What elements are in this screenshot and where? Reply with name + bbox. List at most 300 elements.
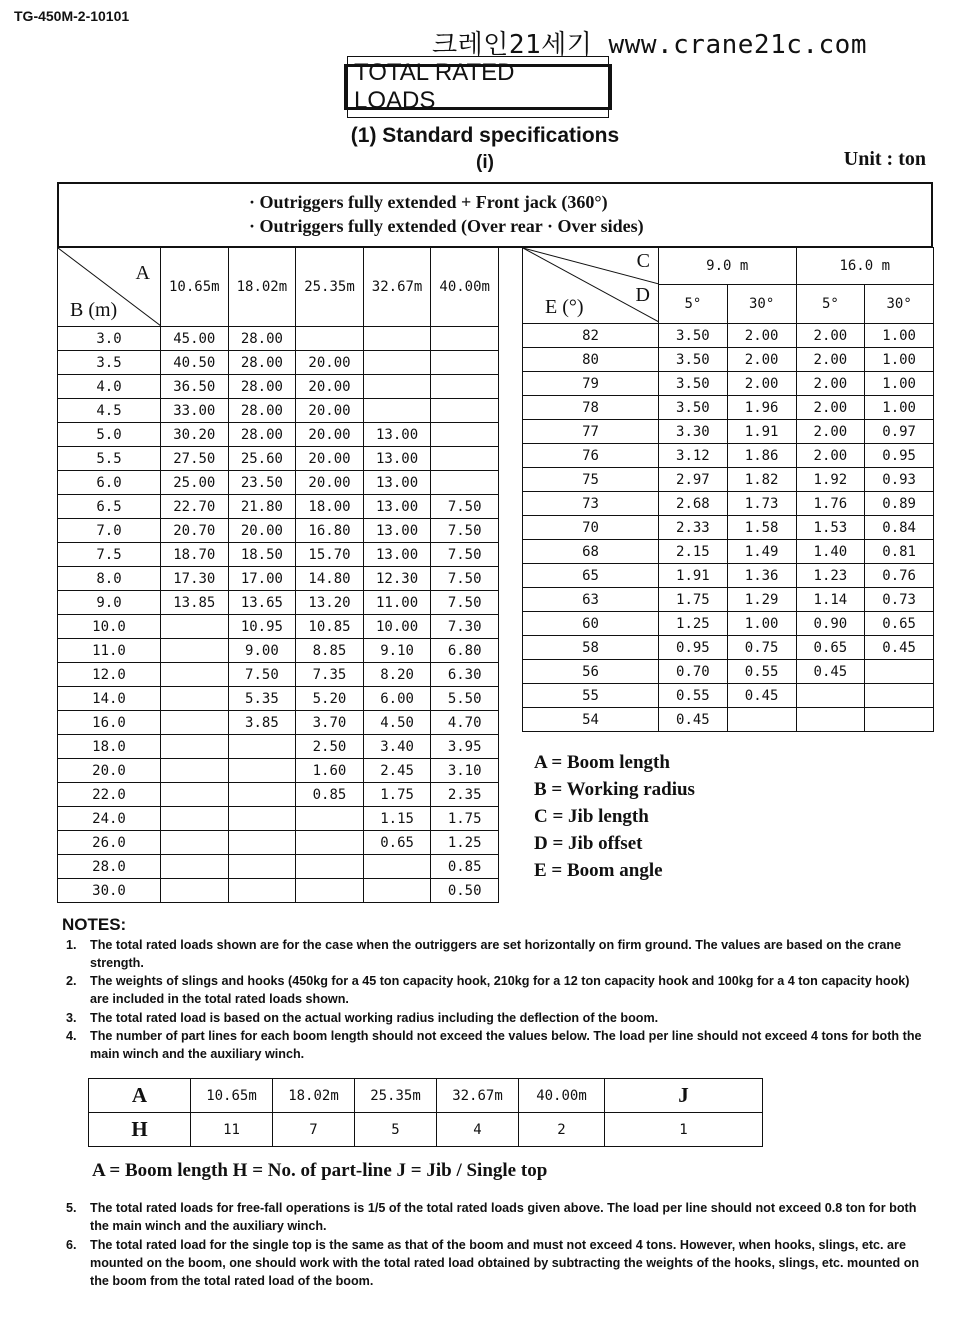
- row-key-cell: 80: [523, 348, 659, 372]
- row-key-cell: 20.0: [58, 759, 161, 783]
- jib-table-row: [523, 324, 934, 348]
- load-cell: 2.15: [659, 540, 728, 564]
- row-key-cell: 70: [523, 516, 659, 540]
- load-cell: 2.50: [296, 735, 364, 759]
- row-key-cell: 9.0: [58, 591, 161, 615]
- load-cell: 0.85: [296, 783, 364, 807]
- load-cell: 5.20: [296, 687, 364, 711]
- load-cell: 20.00: [296, 471, 364, 495]
- row-key-cell: 11.0: [58, 639, 161, 663]
- corner-e-label: E (°): [545, 296, 584, 318]
- load-cell: 1.53: [796, 516, 865, 540]
- part-line-cell: 5: [355, 1113, 437, 1147]
- offset-header: 5°: [659, 285, 728, 324]
- load-cell: 20.00: [296, 447, 364, 471]
- boom-table-row: [58, 543, 499, 567]
- load-cell: [161, 783, 229, 807]
- load-cell: 6.00: [363, 687, 431, 711]
- load-cell: 2.00: [796, 324, 865, 348]
- load-cell: 18.50: [228, 543, 296, 567]
- jib-table-row: [523, 420, 934, 444]
- load-cell: [865, 684, 934, 708]
- row-key-cell: 63: [523, 588, 659, 612]
- load-cell: 1.25: [659, 612, 728, 636]
- load-cell: 1.91: [659, 564, 728, 588]
- load-cell: 0.55: [727, 660, 796, 684]
- load-cell: 11.00: [363, 591, 431, 615]
- row-label-h: H: [89, 1113, 191, 1147]
- load-cell: [228, 831, 296, 855]
- load-cell: 1.75: [363, 783, 431, 807]
- load-cell: [727, 708, 796, 732]
- row-key-cell: 8.0: [58, 567, 161, 591]
- load-cell: 8.20: [363, 663, 431, 687]
- load-cell: 17.00: [228, 567, 296, 591]
- jib-table-row: [523, 588, 934, 612]
- load-cell: 0.50: [431, 879, 499, 903]
- load-cell: 1.25: [431, 831, 499, 855]
- col-header: 32.67m: [363, 248, 431, 327]
- parts-legend: A = Boom length H = No. of part-line J = Jib / Single top: [92, 1160, 548, 1181]
- note-1: [66, 936, 926, 972]
- load-cell: 13.20: [296, 591, 364, 615]
- note-number: 3.: [66, 1011, 77, 1025]
- load-cell: 2.35: [431, 783, 499, 807]
- load-cell: 3.50: [659, 372, 728, 396]
- load-cell: 0.90: [796, 612, 865, 636]
- note-number: 2.: [66, 974, 77, 988]
- load-cell: 20.00: [296, 423, 364, 447]
- load-cell: 2.00: [796, 372, 865, 396]
- load-cell: [161, 855, 229, 879]
- boom-table-corner: [58, 248, 161, 327]
- part-line-cell: 7: [273, 1113, 355, 1147]
- load-cell: 7.50: [431, 519, 499, 543]
- jib-length-header: 9.0 m: [659, 248, 797, 285]
- boom-table-row: [58, 783, 499, 807]
- note-number: 5.: [66, 1201, 77, 1215]
- note-text: The total rated loads shown are for the case when the outriggers are set horizontally on firm ground. The values are based on the crane strength.: [90, 938, 902, 970]
- load-cell: 28.00: [228, 327, 296, 351]
- load-cell: [296, 879, 364, 903]
- load-cell: [865, 660, 934, 684]
- load-cell: 16.80: [296, 519, 364, 543]
- load-cell: 10.00: [363, 615, 431, 639]
- load-cell: 0.65: [363, 831, 431, 855]
- load-cell: [363, 327, 431, 351]
- boom-table-row: [58, 879, 499, 903]
- load-cell: 7.35: [296, 663, 364, 687]
- jib-table-row: [523, 468, 934, 492]
- load-cell: 2.33: [659, 516, 728, 540]
- load-cell: 36.50: [161, 375, 229, 399]
- legend-d: D = Jib offset: [534, 833, 643, 854]
- jib-table-row: [523, 396, 934, 420]
- load-cell: 0.84: [865, 516, 934, 540]
- row-key-cell: 65: [523, 564, 659, 588]
- boom-table-row: [58, 447, 499, 471]
- boom-length-cell: 25.35m: [355, 1079, 437, 1113]
- row-key-cell: 68: [523, 540, 659, 564]
- load-cell: 8.85: [296, 639, 364, 663]
- boom-table-row: [58, 663, 499, 687]
- load-cell: [431, 351, 499, 375]
- load-cell: 2.97: [659, 468, 728, 492]
- load-cell: [431, 399, 499, 423]
- boom-length-cell: 40.00m: [519, 1079, 605, 1113]
- row-key-cell: 3.5: [58, 351, 161, 375]
- jib-table-row: [523, 372, 934, 396]
- load-cell: 0.45: [865, 636, 934, 660]
- load-cell: 0.45: [796, 660, 865, 684]
- load-cell: 0.95: [865, 444, 934, 468]
- load-cell: [796, 684, 865, 708]
- load-cell: 1.00: [727, 612, 796, 636]
- load-cell: [161, 711, 229, 735]
- row-key-cell: 6.0: [58, 471, 161, 495]
- load-cell: 0.65: [796, 636, 865, 660]
- load-cell: [228, 855, 296, 879]
- boom-table-row: [58, 735, 499, 759]
- load-cell: 25.00: [161, 471, 229, 495]
- boom-table-row: [58, 375, 499, 399]
- load-cell: 33.00: [161, 399, 229, 423]
- row-key-cell: 73: [523, 492, 659, 516]
- legend-c: C = Jib length: [534, 806, 649, 827]
- load-cell: 0.45: [659, 708, 728, 732]
- row-key-cell: 58: [523, 636, 659, 660]
- row-key-cell: 79: [523, 372, 659, 396]
- note-text: The total rated load for the single top is the same as that of the boom and must not exceed 4 tons. However, when hooks, slings, etc. are mounted on the boom, one should work with the total rated load obtained by subtracting the weights of the hooks, slings, etc. mounted on the boom from the total rated load of the boom.: [90, 1238, 920, 1288]
- note-number: 4.: [66, 1029, 77, 1043]
- load-cell: 0.65: [865, 612, 934, 636]
- load-cell: 1.00: [865, 348, 934, 372]
- load-cell: 45.00: [161, 327, 229, 351]
- load-cell: [161, 615, 229, 639]
- load-cell: 28.00: [228, 351, 296, 375]
- col-header: 40.00m: [431, 248, 499, 327]
- load-cell: 3.70: [296, 711, 364, 735]
- row-key-cell: 4.5: [58, 399, 161, 423]
- load-cell: 1.00: [865, 372, 934, 396]
- col-header: 10.65m: [161, 248, 229, 327]
- load-cell: [431, 375, 499, 399]
- load-cell: [228, 759, 296, 783]
- load-cell: 1.91: [727, 420, 796, 444]
- jib-table-row: [523, 564, 934, 588]
- boom-table-row: [58, 591, 499, 615]
- note-3: [66, 1009, 926, 1027]
- load-cell: 2.00: [796, 348, 865, 372]
- jib-table-corner: [523, 248, 659, 324]
- conditions-box: [57, 182, 933, 248]
- part-line-cell: 2: [519, 1113, 605, 1147]
- row-key-cell: 82: [523, 324, 659, 348]
- load-cell: [363, 879, 431, 903]
- note-number: 1.: [66, 938, 77, 952]
- boom-table-row: [58, 831, 499, 855]
- load-cell: 21.80: [228, 495, 296, 519]
- corner-c-label: C: [636, 250, 650, 272]
- load-cell: 2.00: [796, 420, 865, 444]
- load-cell: 13.00: [363, 495, 431, 519]
- load-cell: 7.50: [431, 495, 499, 519]
- load-cell: [228, 879, 296, 903]
- load-cell: 0.85: [431, 855, 499, 879]
- load-cell: 20.00: [228, 519, 296, 543]
- row-key-cell: 4.0: [58, 375, 161, 399]
- jib-table-row: [523, 708, 934, 732]
- offset-header: 30°: [865, 285, 934, 324]
- load-cell: 1.14: [796, 588, 865, 612]
- note-text: The total rated loads for free-fall operations is 1/5 of the total rated loads given above. The load per line should not exceed 0.8 ton for both the main winch and the auxiliary winch.: [90, 1201, 917, 1233]
- load-cell: 14.80: [296, 567, 364, 591]
- condition-2: · Outriggers fully extended (Over rear · Over sides): [249, 216, 644, 236]
- subsection-label: (i): [476, 152, 494, 173]
- row-key-cell: 22.0: [58, 783, 161, 807]
- load-cell: 20.00: [296, 399, 364, 423]
- load-cell: 13.65: [228, 591, 296, 615]
- load-cell: 40.50: [161, 351, 229, 375]
- note-number: 6.: [66, 1238, 77, 1252]
- load-cell: 1.15: [363, 807, 431, 831]
- load-cell: [161, 735, 229, 759]
- load-cell: 28.00: [228, 375, 296, 399]
- load-cell: 1.36: [727, 564, 796, 588]
- row-key-cell: 26.0: [58, 831, 161, 855]
- load-cell: 10.85: [296, 615, 364, 639]
- load-cell: 0.93: [865, 468, 934, 492]
- load-cell: 3.10: [431, 759, 499, 783]
- legend-b: B = Working radius: [534, 779, 695, 800]
- load-cell: 30.20: [161, 423, 229, 447]
- offset-header: 5°: [796, 285, 865, 324]
- load-cell: 22.70: [161, 495, 229, 519]
- jib-table-row: [523, 684, 934, 708]
- boom-table-row: [58, 471, 499, 495]
- load-cell: [161, 687, 229, 711]
- row-key-cell: 76: [523, 444, 659, 468]
- load-cell: 20.00: [296, 351, 364, 375]
- load-cell: [363, 375, 431, 399]
- row-key-cell: 3.0: [58, 327, 161, 351]
- row-key-cell: 6.5: [58, 495, 161, 519]
- load-cell: [363, 351, 431, 375]
- notes-heading: NOTES:: [62, 915, 127, 934]
- note-text: The weights of slings and hooks (450kg for a 45 ton capacity hook, 210kg for a 12 ton capacity hook and 100kg for a 4 ton capacity hook) are included in the total rated loads shown.: [90, 974, 910, 1006]
- document-id: TG-450M-2-10101: [14, 8, 130, 24]
- load-cell: [296, 807, 364, 831]
- corner-d-label: D: [635, 284, 650, 306]
- load-cell: 0.76: [865, 564, 934, 588]
- load-cell: 9.10: [363, 639, 431, 663]
- load-cell: 2.00: [727, 324, 796, 348]
- load-cell: 7.50: [431, 543, 499, 567]
- part-line-cell: 4: [437, 1113, 519, 1147]
- load-cell: 0.73: [865, 588, 934, 612]
- row-key-cell: 77: [523, 420, 659, 444]
- load-cell: 2.68: [659, 492, 728, 516]
- load-cell: 28.00: [228, 423, 296, 447]
- row-key-cell: 12.0: [58, 663, 161, 687]
- load-cell: 0.75: [727, 636, 796, 660]
- row-key-cell: 56: [523, 660, 659, 684]
- load-cell: 1.00: [865, 324, 934, 348]
- row-key-cell: 30.0: [58, 879, 161, 903]
- boom-table-row: [58, 519, 499, 543]
- load-cell: [865, 708, 934, 732]
- jib-table-row: [523, 492, 934, 516]
- load-cell: 1.73: [727, 492, 796, 516]
- load-cell: 3.95: [431, 735, 499, 759]
- load-cell: 7.50: [228, 663, 296, 687]
- boom-table-row: [58, 759, 499, 783]
- load-cell: 3.50: [659, 396, 728, 420]
- load-cell: 1.23: [796, 564, 865, 588]
- load-cell: 7.50: [431, 567, 499, 591]
- load-cell: [431, 327, 499, 351]
- part-line-cell: 1: [605, 1113, 763, 1147]
- load-cell: [228, 735, 296, 759]
- load-cell: [161, 879, 229, 903]
- load-cell: 0.70: [659, 660, 728, 684]
- jib-table-row: [523, 516, 934, 540]
- boom-load-table: [57, 247, 499, 903]
- jib-table-row: [523, 348, 934, 372]
- load-cell: [161, 807, 229, 831]
- load-cell: 13.85: [161, 591, 229, 615]
- row-key-cell: 28.0: [58, 855, 161, 879]
- load-cell: 17.30: [161, 567, 229, 591]
- load-cell: 5.35: [228, 687, 296, 711]
- load-cell: 13.00: [363, 471, 431, 495]
- load-cell: 1.29: [727, 588, 796, 612]
- page-title: TOTAL RATED LOADS: [347, 56, 609, 118]
- load-cell: 3.40: [363, 735, 431, 759]
- load-cell: 2.45: [363, 759, 431, 783]
- brand-watermark: 크레인21세기 www.crane21c.com: [432, 30, 867, 60]
- load-cell: 1.82: [727, 468, 796, 492]
- load-cell: 23.50: [228, 471, 296, 495]
- load-cell: [161, 639, 229, 663]
- load-cell: 20.70: [161, 519, 229, 543]
- row-key-cell: 24.0: [58, 807, 161, 831]
- load-cell: 5.50: [431, 687, 499, 711]
- load-cell: 1.92: [796, 468, 865, 492]
- load-cell: 13.00: [363, 543, 431, 567]
- jib-table-row: [523, 612, 934, 636]
- boom-table-row: [58, 495, 499, 519]
- load-cell: 7.30: [431, 615, 499, 639]
- row-label-a: A: [89, 1079, 191, 1113]
- load-cell: 2.00: [727, 372, 796, 396]
- load-cell: 6.80: [431, 639, 499, 663]
- load-cell: 2.00: [796, 444, 865, 468]
- boom-length-cell: 32.67m: [437, 1079, 519, 1113]
- load-cell: 1.49: [727, 540, 796, 564]
- load-cell: [296, 327, 364, 351]
- load-cell: [161, 663, 229, 687]
- jib-table-row: [523, 660, 934, 684]
- note-6: [66, 1236, 926, 1290]
- boom-table-row: [58, 711, 499, 735]
- load-cell: 1.96: [727, 396, 796, 420]
- boom-length-cell: 18.02m: [273, 1079, 355, 1113]
- load-cell: [161, 759, 229, 783]
- boom-table-row: [58, 639, 499, 663]
- row-key-cell: 54: [523, 708, 659, 732]
- load-cell: 2.00: [727, 348, 796, 372]
- load-cell: 3.50: [659, 348, 728, 372]
- load-cell: 0.95: [659, 636, 728, 660]
- jib-table-row: [523, 636, 934, 660]
- load-cell: 28.00: [228, 399, 296, 423]
- col-header: 18.02m: [228, 248, 296, 327]
- unit-label: Unit : ton: [843, 148, 926, 170]
- load-cell: 13.00: [363, 423, 431, 447]
- corner-b-label: B (m): [70, 299, 118, 321]
- row-key-cell: 60: [523, 612, 659, 636]
- boom-table-row: [58, 351, 499, 375]
- load-cell: 1.60: [296, 759, 364, 783]
- row-key-cell: 14.0: [58, 687, 161, 711]
- load-cell: 1.75: [659, 588, 728, 612]
- boom-table-row: [58, 327, 499, 351]
- condition-1: · Outriggers fully extended + Front jack (360°): [249, 192, 608, 212]
- load-cell: [296, 831, 364, 855]
- row-key-cell: 75: [523, 468, 659, 492]
- load-cell: 1.00: [865, 396, 934, 420]
- load-cell: [431, 471, 499, 495]
- load-cell: 3.50: [659, 324, 728, 348]
- load-cell: 27.50: [161, 447, 229, 471]
- load-cell: [161, 831, 229, 855]
- load-cell: 3.12: [659, 444, 728, 468]
- row-key-cell: 78: [523, 396, 659, 420]
- load-cell: 18.00: [296, 495, 364, 519]
- note-text: The number of part lines for each boom length should not exceed the values below. The load per line should not exceed 4 tons for both the main winch and the auxiliary winch.: [90, 1029, 922, 1061]
- load-cell: 12.30: [363, 567, 431, 591]
- load-cell: 2.00: [796, 396, 865, 420]
- row-key-cell: 18.0: [58, 735, 161, 759]
- row-key-cell: 5.5: [58, 447, 161, 471]
- jib-length-header: 16.0 m: [796, 248, 934, 285]
- load-cell: 3.85: [228, 711, 296, 735]
- row-key-cell: 7.0: [58, 519, 161, 543]
- load-cell: 10.95: [228, 615, 296, 639]
- load-cell: [296, 855, 364, 879]
- row-key-cell: 10.0: [58, 615, 161, 639]
- note-text: The total rated load is based on the actual working radius including the deflection of the boom.: [90, 1011, 659, 1025]
- boom-length-cell: 10.65m: [191, 1079, 273, 1113]
- load-cell: 0.89: [865, 492, 934, 516]
- load-cell: 15.70: [296, 543, 364, 567]
- note-5: [66, 1199, 926, 1235]
- load-cell: 13.00: [363, 447, 431, 471]
- jib-table-row: [523, 444, 934, 468]
- boom-table-row: [58, 399, 499, 423]
- legend-e: E = Boom angle: [534, 860, 663, 881]
- corner-a-label: A: [135, 262, 150, 284]
- boom-table-row: [58, 855, 499, 879]
- title-frame: [344, 59, 612, 114]
- row-key-cell: 16.0: [58, 711, 161, 735]
- load-cell: [228, 783, 296, 807]
- load-cell: [363, 399, 431, 423]
- load-cell: 1.76: [796, 492, 865, 516]
- offset-header: 30°: [727, 285, 796, 324]
- load-cell: 7.50: [431, 591, 499, 615]
